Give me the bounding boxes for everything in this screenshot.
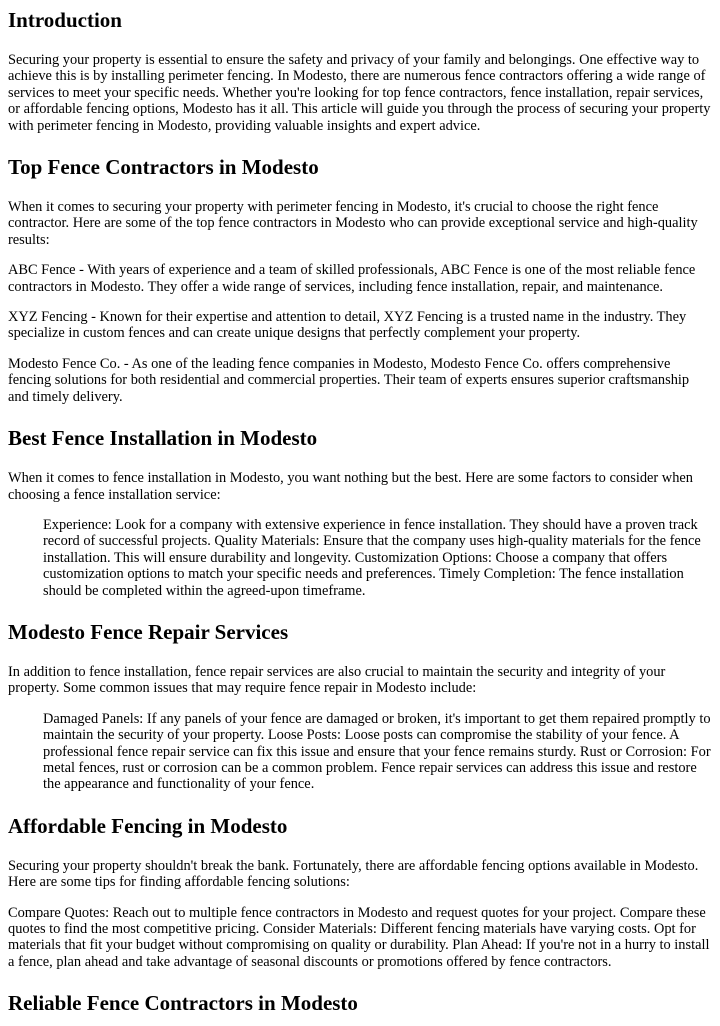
section-heading-affordable-fencing: Affordable Fencing in Modesto <box>8 813 288 838</box>
affordable-tips-paragraph: Compare Quotes: Reach out to multiple fence contractors in Modesto and request quotes for your project. Compare these quotes to find the most competitive pricing. Consider Materials: Different fencing materials have varying costs. Opt for materials that fit your budget without compromising on quality or durability. Plan Ahead: If you're not in a hurry to install a fence, plan ahead and take advantage of seasonal discounts or promotions offered by fence contractors. <box>8 904 710 970</box>
intro-paragraph: Securing your property is essential to ensure the safety and privacy of your family and belongings. One effective way to achieve this is by installing perimeter fencing. In Modesto, there are numerous fence contractors offering a wide range of services to meet your specific needs. Whether you're looking for top fence contractors, fence installation, repair services, or affordable fencing options, Modesto has it all. This article will guide you through the process of securing your property with perimeter fencing in Modesto, providing valuable insights and expert advice. <box>8 52 711 134</box>
contractor-abc-paragraph: ABC Fence - With years of experience and a team of skilled professionals, ABC Fence is one of the most reliable fence contractors in Modesto. They offer a wide range of services, including fence installation, repair, and maintenance. <box>8 262 696 295</box>
section-heading-repair-services: Modesto Fence Repair Services <box>8 619 289 644</box>
repair-intro-paragraph: In addition to fence installation, fence repair services are also crucial to maintain the security and integrity of your property. Some common issues that may require fence repair in Modesto include: <box>8 663 666 697</box>
top-contractors-intro-paragraph: When it comes to securing your property with perimeter fencing in Modesto, it's crucial to choose the right fence contractor. Here are some of the top fence contractors in Modesto who can provide exceptional service and high-quality results: <box>8 199 698 248</box>
repair-issues-quote: Damaged Panels: If any panels of your fence are damaged or broken, it's important to get them repaired promptly to maintain the security of your property. Loose Posts: Loose posts can compromise the stability of your fence. A professional fence repair service can fix this issue and ensure that your fence remains sturdy. Rust or Corrosion: For metal fences, rust or corrosion can be a common problem. Fence repair services can address this issue and restore the appearance and functionality of your fence. <box>43 710 711 793</box>
affordable-intro-paragraph: Securing your property shouldn't break the bank. Fortunately, there are affordable fencing options available in Modesto. Here are some tips for finding affordable fencing solutions: <box>8 857 699 891</box>
contractor-xyz-paragraph: XYZ Fencing - Known for their expertise and attention to detail, XYZ Fencing is a trusted name in the industry. They specialize in custom fences and can create unique designs that perfectly complement your property. <box>8 309 687 342</box>
section-heading-top-contractors: Top Fence Contractors in Modesto <box>8 155 319 180</box>
section-heading-reliable-contractors: Reliable Fence Contractors in Modesto <box>8 991 358 1016</box>
section-heading-best-installation: Best Fence Installation in Modesto <box>8 426 318 451</box>
article <box>0 8 720 1015</box>
contractor-modesto-fence-paragraph: Modesto Fence Co. - As one of the leading fence companies in Modesto, Modesto Fence Co. offers comprehensive fencing solutions for both residential and commercial properties. Their team of experts ensures superior craftsmanship and timely delivery. <box>8 355 690 405</box>
section-heading-introduction: Introduction <box>8 8 122 32</box>
installation-intro-paragraph: When it comes to fence installation in Modesto, you want nothing but the best. Here are some factors to consider when choosing a fence installation service: <box>8 470 693 503</box>
installation-factors-quote: Experience: Look for a company with extensive experience in fence installation. They should have a proven track record of successful projects. Quality Materials: Ensure that the company uses high-quality materials for the fence installation. This will ensure durability and longevity. Customization Options: Choose a company that offers customization options to match your specific needs and preferences. Timely Completion: The fence installation should be completed within the agreed-upon timeframe. <box>43 516 701 599</box>
